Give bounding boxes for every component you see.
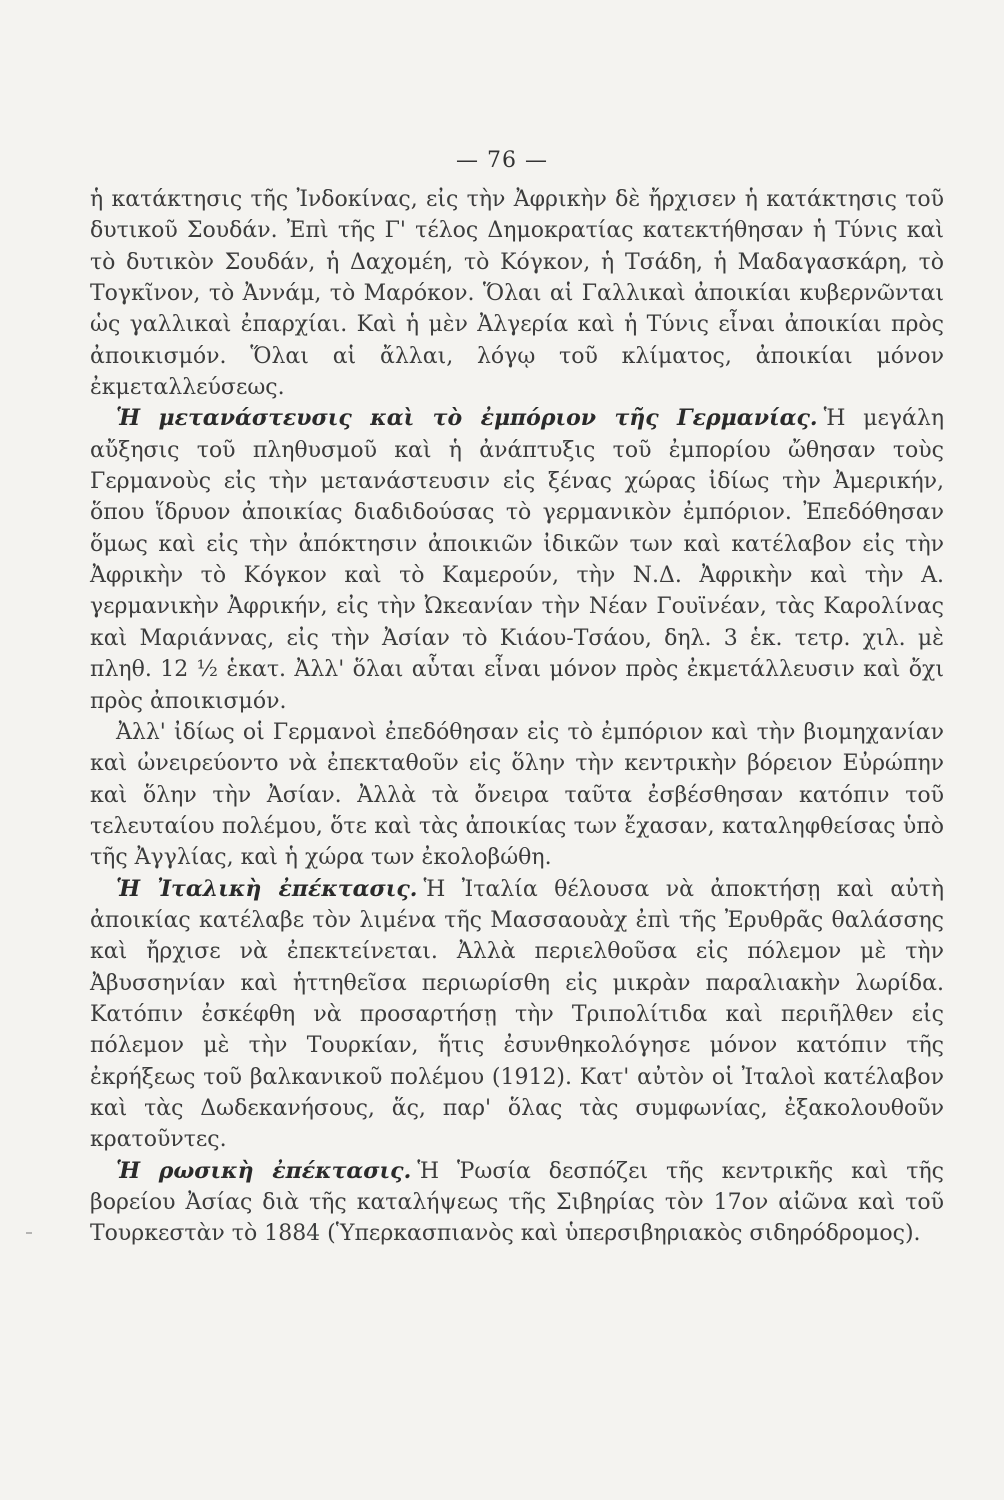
paragraph-french-colonies [90, 184, 944, 403]
scan-speck [26, 1232, 32, 1234]
paragraph-text: ἡ κατάκτησις τῆς Ἰνδοκίνας, εἰς τὴν Ἀφρικὴν δὲ ἤρχισεν ἡ κατάκτησις τοῦ δυτικοῦ Σουδάν. Ἐπὶ τῆς Γ' τέλος Δημοκρατίας κατεκτήθησαν ἡ Τύνις καὶ τὸ δυτικὸν Σουδάν, ἡ Δαχομέη, τὸ Κόγκον, ἡ Τσάδη, ἡ Μαδαγασκάρη, τὸ Τογκῖνον, τὸ Ἀννάμ, τὸ Μαρόκον. Ὅλαι αἱ Γαλλικαὶ ἀποικίαι κυβερνῶνται ὡς γαλλικαὶ ἐπαρχίαι. Καὶ ἡ μὲν Ἀλγερία καὶ ἡ Τύνις εἶναι ἀποικίαι πρὸς ἀποικισμόν. Ὅλαι αἱ ἄλλαι, λόγῳ τοῦ κλίματος, ἀποικίαι μόνον ἐκμεταλλεύσεως. [90, 187, 944, 401]
paragraph-russian-expansion [90, 1156, 944, 1250]
page-number: — 76 — [456, 148, 548, 173]
section-heading-italian: Ἡ Ἰταλικὴ ἐπέκτασις. [116, 875, 418, 902]
paragraph-german-emigration [90, 403, 944, 716]
section-heading-german: Ἡ μετανάστευσις καὶ τὸ ἐμπόριον τῆς Γερμανίας. [116, 405, 818, 432]
paragraph-text: Ἀλλ' ἰδίως οἱ Γερμανοὶ ἐπεδόθησαν εἰς τὸ ἐμπόριον καὶ τὴν βιομηχανίαν καὶ ὠνειρεύοντο νὰ ἐπεκταθοῦν εἰς ὅλην τὴν κεντρικὴν βόρειον Εὐρώπην καὶ ὅλην τὴν Ἀσίαν. Ἀλλὰ τὰ ὄνειρα ταῦτα ἐσβέσθησαν κατόπιν τοῦ τελευταίου πολέμου, ὅτε καὶ τὰς ἀποικίας των ἔχασαν, καταληφθείσας ὑπὸ τῆς Ἀγγλίας, καὶ ἡ χώρα των ἐκολοβώθη. [90, 719, 944, 871]
body-text [90, 184, 944, 1250]
paragraph-text: Ἡ Ῥωσία δεσπόζει τῆς κεντρικῆς καὶ τῆς βορείου Ἀσίας διὰ τῆς καταλήψεως τῆς Σιβηρίας τὸν 17ον αἰῶνα καὶ τοῦ Τουρκεστὰν τὸ 1884 (Ὑπερκασπιανὸς καὶ ὑπερσιβηριακὸς σιδηρόδρομος). [90, 1158, 944, 1247]
paragraph-german-industry [90, 717, 944, 874]
section-heading-russian: Ἡ ρωσικὴ ἐπέκτασις. [116, 1157, 412, 1184]
paragraph-text: Ἡ Ἰταλία θέλουσα νὰ ἀποκτήσῃ καὶ αὐτὴ ἀποικίας κατέλαβε τὸν λιμένα τῆς Μασσαουὰχ ἐπὶ τῆς Ἐρυθρᾶς θαλάσσης καὶ ἤρχισε νὰ ἐπεκτείνεται. Ἀλλὰ περιελθοῦσα εἰς πόλεμον μὲ τὴν Ἀβυσσηνίαν καὶ ἡττηθεῖσα περιωρίσθη εἰς μικρὰν παραλιακὴν λωρίδα. Κατόπιν ἐσκέφθη νὰ προσαρτήσῃ τὴν Τριπολίτιδα καὶ περιῆλθεν εἰς πόλεμον μὲ τὴν Τουρκίαν, ἥτις ἐσυνθηκολόγησε μόνον κατόπιν τῆς ἐκρήξεως τοῦ βαλκανικοῦ πολέμου (1912). Κατ' αὐτὸν οἱ Ἰταλοὶ κατέλαβον καὶ τὰς Δωδεκανήσους, ἅς, παρ' ὅλας τὰς συμφωνίας, ἐξακολουθοῦν κρατοῦντες. [90, 876, 945, 1153]
paragraph-text: Ἡ μεγάλη αὔξησις τοῦ πληθυσμοῦ καὶ ἡ ἀνάπτυξις τοῦ ἐμπορίου ὤθησαν τοὺς Γερμανοὺς εἰς τὴν μετανάστευσιν εἰς ξένας χώρας ἰδίως τὴν Ἀμερικήν, ὅπου ἵδρυον ἀποικίας διαδιδούσας τὸ γερμανικὸν ἐμπόριον. Ἐπεδόθησαν ὅμως καὶ εἰς τὴν ἀπόκτησιν ἀποικιῶν ἰδικῶν των καὶ κατέλαβον εἰς τὴν Ἀφρικὴν τὸ Κόγκον καὶ τὸ Καμερούν, τὴν Ν.Δ. Ἀφρικὴν καὶ τὴν Α. γερμανικὴν Ἀφρικήν, εἰς τὴν Ὠκεανίαν τὴν Νέαν Γουϊνέαν, τὰς Καρολίνας καὶ Μαριάννας, εἰς τὴν Ἀσίαν τὸ Κιάου-Τσάου, δηλ. 3 ἑκ. τετρ. χιλ. μὲ πληθ. 12 ½ ἑκατ. Ἀλλ' ὅλαι αὗται εἶναι μόνον πρὸς ἐκμετάλλευσιν καὶ ὄχι πρὸς ἀποικισμόν. [90, 406, 945, 714]
paragraph-italian-expansion [90, 874, 944, 1156]
